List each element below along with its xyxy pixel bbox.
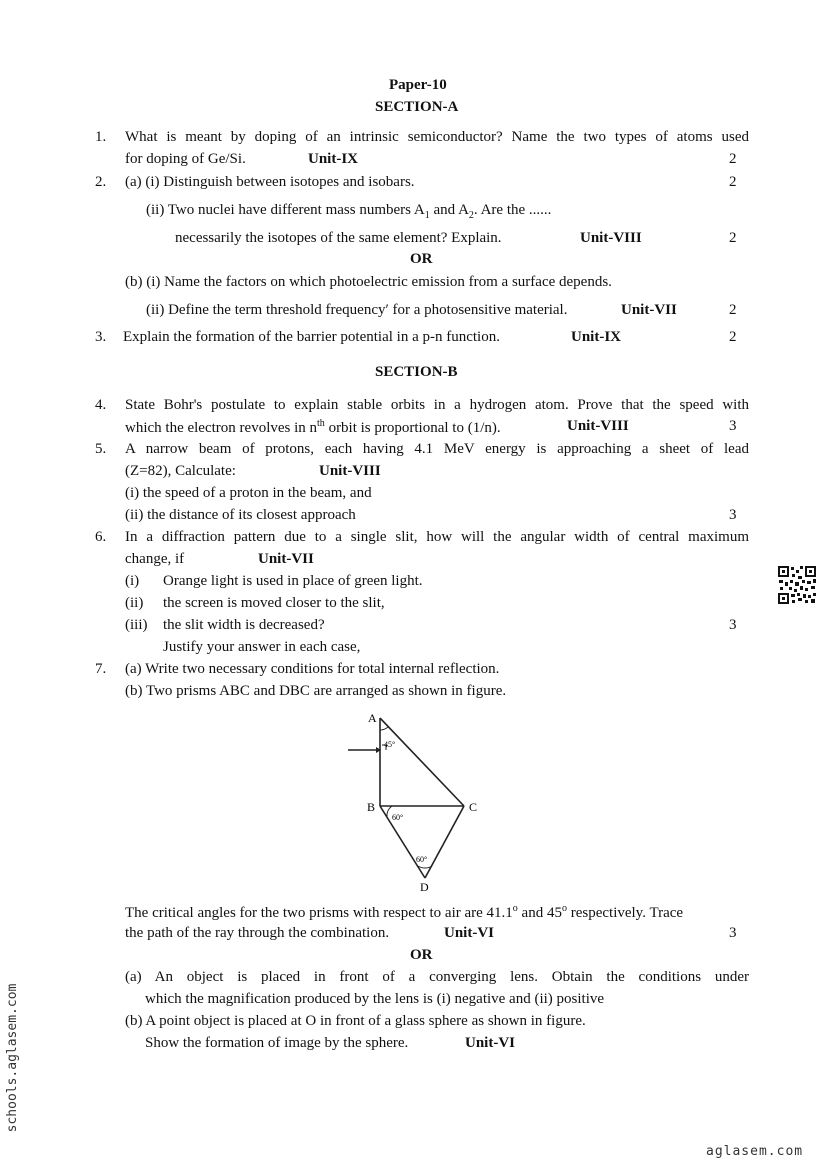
q2-a-ii-pre: (ii) Two nuclei have different mass numbers A <box>146 202 425 218</box>
paper-title: Paper-10 <box>389 77 447 93</box>
q3-number: 3. <box>95 329 107 345</box>
q7-critical-line1 <box>125 903 683 922</box>
q2-a-i-marks: 2 <box>729 174 737 190</box>
q1-unit: Unit-IX <box>308 151 359 167</box>
q6-marks: 3 <box>729 617 737 633</box>
q4-line2-post: orbit is proportional to (1/n). <box>324 420 501 436</box>
q7-crit-pre: The critical angles for the two prisms with respect to air are 41.1 <box>125 905 513 921</box>
q1-number: 1. <box>95 129 107 145</box>
q3-text: Explain the formation of the barrier potential in a p-n function. <box>123 329 500 345</box>
q1-line1: What is meant by doping of an intrinsic semiconductor? Name the two types of atoms used <box>125 129 749 145</box>
q1-line2: for doping of Ge/Si. <box>125 151 246 167</box>
q6-unit: Unit-VII <box>258 551 314 567</box>
q6-item-3-text: the slit width is decreased? <box>163 617 325 633</box>
angle-b-label: 60° <box>392 813 404 822</box>
q4-marks: 3 <box>729 418 737 434</box>
q2-a-ii-marks: 2 <box>729 230 737 246</box>
q7-marks: 3 <box>729 925 737 941</box>
q7-or: OR <box>410 947 433 963</box>
q2-a-ii-sub2: 2 <box>468 210 474 221</box>
q2-b-ii-unit: Unit-VII <box>621 302 677 318</box>
section-b-heading: SECTION-B <box>375 364 458 380</box>
q5-number: 5. <box>95 441 107 457</box>
q7-unit: Unit-VI <box>444 925 495 941</box>
q2-a-ii-post: . Are the ...... <box>473 202 552 218</box>
prism-edge-ac <box>380 718 464 806</box>
q6-item-1-label: (i) <box>125 573 140 589</box>
q5-i: (i) the speed of a proton in the beam, and <box>125 485 372 501</box>
label-b: B <box>367 800 376 814</box>
q3-unit: Unit-IX <box>571 329 622 345</box>
q5-line2: (Z=82), Calculate: <box>125 463 236 479</box>
q7-crit-sup1: o <box>512 903 518 914</box>
q2-number: 2. <box>95 174 107 190</box>
q4-line2 <box>125 418 501 437</box>
q7-or-a-line2: which the magnification produced by the lens is (i) negative and (ii) positive <box>145 991 605 1007</box>
q2-or: OR <box>410 251 433 267</box>
q7-or-b-line1: (b) A point object is placed at O in front of a glass sphere as shown in figure. <box>125 1013 586 1029</box>
angle-arc-a <box>380 727 388 730</box>
q7-crit-sup2: o <box>561 903 567 914</box>
side-watermark: schools.aglasem.com <box>5 983 20 1133</box>
label-c: C <box>469 800 478 814</box>
q6-item-1-text: Orange light is used in place of green light. <box>163 573 423 589</box>
q6-line2: change, if <box>125 551 185 567</box>
q4-number: 4. <box>95 397 107 413</box>
q6-justify: Justify your answer in each case, <box>163 639 361 655</box>
q5-ii: (ii) the distance of its closest approach <box>125 507 356 523</box>
angle-a-label: 45° <box>384 740 396 749</box>
q3-marks: 2 <box>729 329 737 345</box>
q7-critical-line2: the path of the ray through the combination. <box>125 925 390 941</box>
q1-marks: 2 <box>729 151 737 167</box>
qr-code[interactable] <box>777 565 817 605</box>
label-d: D <box>420 880 429 893</box>
q7-number: 7. <box>95 661 107 677</box>
q2-a-ii-line1 <box>146 202 551 221</box>
footer-watermark: aglasem.com <box>706 1144 804 1159</box>
angle-d-label: 60° <box>416 855 428 864</box>
q4-line1: State Bohr's postulate to explain stable orbits in a hydrogen atom. Prove that the speed with <box>125 397 749 413</box>
q2-a-ii-line2: necessarily the isotopes of the same element? Explain. <box>175 230 502 246</box>
q5-line1: A narrow beam of protons, each having 4.1 MeV energy is approaching a sheet of lead <box>125 441 749 457</box>
q4-unit: Unit-VIII <box>567 418 629 434</box>
q7-crit-mid: and 45 <box>517 905 562 921</box>
q6-item-2-label: (ii) <box>125 595 144 611</box>
q6-line1: In a diffraction pattern due to a single slit, how will the angular width of central maximum <box>125 529 749 545</box>
q7-b: (b) Two prisms ABC and DBC are arranged as shown in figure. <box>125 683 507 699</box>
q2-a-ii-mid: and A <box>429 202 469 218</box>
q2-b-ii-marks: 2 <box>729 302 737 318</box>
q2-a-ii-unit: Unit-VIII <box>580 230 642 246</box>
q2-b-i: (b) (i) Name the factors on which photoelectric emission from a surface depends. <box>125 274 612 290</box>
q7-crit-post: respectively. Trace <box>566 905 684 921</box>
q5-marks: 3 <box>729 507 737 523</box>
prism-figure <box>340 708 490 893</box>
q6-number: 6. <box>95 529 107 545</box>
q2-a-ii-sub1: 1 <box>424 210 430 221</box>
q4-line2-pre: which the electron revolves in n <box>125 420 318 436</box>
label-a: A <box>368 711 377 725</box>
q5-unit: Unit-VIII <box>319 463 381 479</box>
q7-or-b-unit: Unit-VI <box>465 1035 516 1051</box>
q7-or-a-line1: (a) An object is placed in front of a converging lens. Obtain the conditions under <box>125 969 749 985</box>
q2-b-ii: (ii) Define the term threshold frequency′ for a photosensitive material. <box>146 302 568 318</box>
q7-a: (a) Write two necessary conditions for total internal reflection. <box>125 661 500 677</box>
q4-line2-sup: th <box>317 418 325 429</box>
q6-item-2-text: the screen is moved closer to the slit, <box>163 595 385 611</box>
q2-a-i: (a) (i) Distinguish between isotopes and isobars. <box>125 174 415 190</box>
q7-or-b-line2: Show the formation of image by the sphere. <box>145 1035 409 1051</box>
section-a-heading: SECTION-A <box>375 99 459 115</box>
q6-item-3-label: (iii) <box>125 617 148 633</box>
